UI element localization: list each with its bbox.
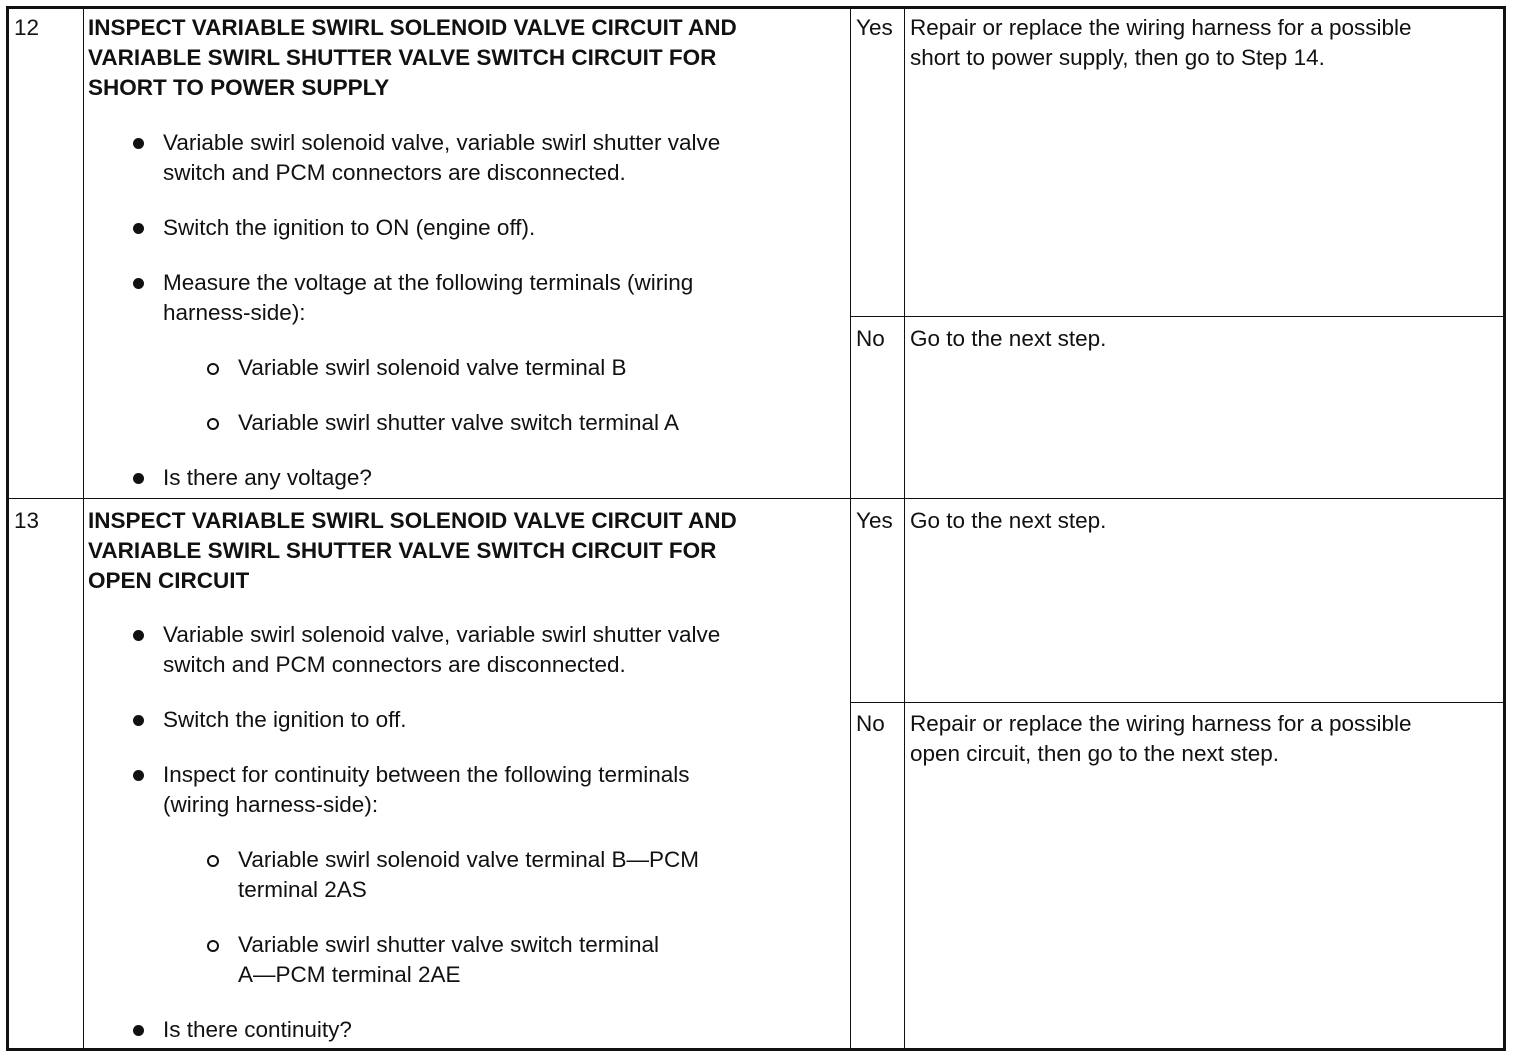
list-item-line: Variable swirl solenoid valve terminal B [238, 355, 627, 380]
step-title-line: SHORT TO POWER SUPPLY [88, 75, 390, 100]
column-divider [83, 9, 84, 1048]
list-item [163, 268, 693, 328]
list-item-line: Switch the ignition to off. [163, 707, 407, 732]
list-item-line: Variable swirl shutter valve switch terminal A [238, 410, 679, 435]
bullet-dot-icon [133, 278, 144, 289]
bullet-dot-icon [133, 630, 144, 641]
list-item-line: Switch the ignition to ON (engine off). [163, 215, 536, 240]
step-title-line: INSPECT VARIABLE SWIRL SOLENOID VALVE CIRCUIT AND [88, 508, 737, 533]
action-line: short to power supply, then go to Step 14. [910, 45, 1325, 70]
yes-label: Yes [856, 508, 893, 533]
step-number: 12 [14, 15, 40, 40]
yes-label: Yes [856, 15, 893, 40]
list-item-line: A—PCM terminal 2AE [238, 962, 461, 987]
no-action [910, 324, 1106, 354]
yes-action [910, 506, 1106, 536]
list-item-line: harness-side): [163, 300, 306, 325]
sub-bullet-circle-icon [207, 940, 219, 952]
bullet-dot-icon [133, 715, 144, 726]
sub-bullet-circle-icon [207, 363, 219, 375]
list-item-line: Inspect for continuity between the following terminals [163, 762, 690, 787]
list-item-line: Is there any voltage? [163, 465, 372, 490]
no-label: No [856, 326, 885, 351]
bullet-dot-icon [133, 473, 144, 484]
list-item [163, 463, 372, 493]
column-divider [850, 9, 851, 1048]
sub-list-item [238, 408, 679, 438]
list-item-line: Is there continuity? [163, 1017, 352, 1042]
action-line: open circuit, then go to the next step. [910, 741, 1279, 766]
action-line: Repair or replace the wiring harness for a possible [910, 711, 1412, 736]
list-item [163, 128, 720, 188]
list-item [163, 760, 690, 820]
action-line: Go to the next step. [910, 508, 1107, 533]
yes-action [910, 13, 1412, 73]
no-action [910, 709, 1412, 769]
no-label: No [856, 711, 885, 736]
sub-bullet-circle-icon [207, 418, 219, 430]
column-divider [904, 9, 905, 1048]
list-item [163, 213, 535, 243]
list-item [163, 705, 406, 735]
step-title-line: INSPECT VARIABLE SWIRL SOLENOID VALVE CIRCUIT AND [88, 15, 737, 40]
list-item-line: switch and PCM connectors are disconnected. [163, 160, 626, 185]
bullet-dot-icon [133, 138, 144, 149]
bullet-dot-icon [133, 1025, 144, 1036]
list-item-line: Variable swirl shutter valve switch terminal [238, 932, 659, 957]
step-number: 13 [14, 508, 40, 533]
list-item-line: (wiring harness-side): [163, 792, 379, 817]
sub-list-item [238, 930, 659, 990]
list-item [163, 1015, 352, 1045]
row-divider [9, 498, 1503, 499]
step-title-line: VARIABLE SWIRL SHUTTER VALVE SWITCH CIRCUIT FOR [88, 45, 717, 70]
list-item [163, 620, 720, 680]
list-item-line: Measure the voltage at the following terminals (wiring [163, 270, 694, 295]
step-title-line: VARIABLE SWIRL SHUTTER VALVE SWITCH CIRCUIT FOR [88, 538, 717, 563]
step-title [88, 506, 737, 596]
list-item-line: Variable swirl solenoid valve, variable swirl shutter valve [163, 130, 721, 155]
action-line: Go to the next step. [910, 326, 1107, 351]
sub-list-item [238, 353, 627, 383]
result-divider [851, 702, 1503, 703]
result-divider [851, 316, 1503, 317]
action-line: Repair or replace the wiring harness for a possible [910, 15, 1412, 40]
step-title [88, 13, 737, 103]
list-item-line: Variable swirl solenoid valve, variable swirl shutter valve [163, 622, 721, 647]
bullet-dot-icon [133, 770, 144, 781]
bullet-dot-icon [133, 223, 144, 234]
list-item-line: terminal 2AS [238, 877, 367, 902]
list-item-line: Variable swirl solenoid valve terminal B—PCM [238, 847, 699, 872]
list-item-line: switch and PCM connectors are disconnected. [163, 652, 626, 677]
sub-bullet-circle-icon [207, 855, 219, 867]
step-title-line: OPEN CIRCUIT [88, 568, 250, 593]
sub-list-item [238, 845, 699, 905]
